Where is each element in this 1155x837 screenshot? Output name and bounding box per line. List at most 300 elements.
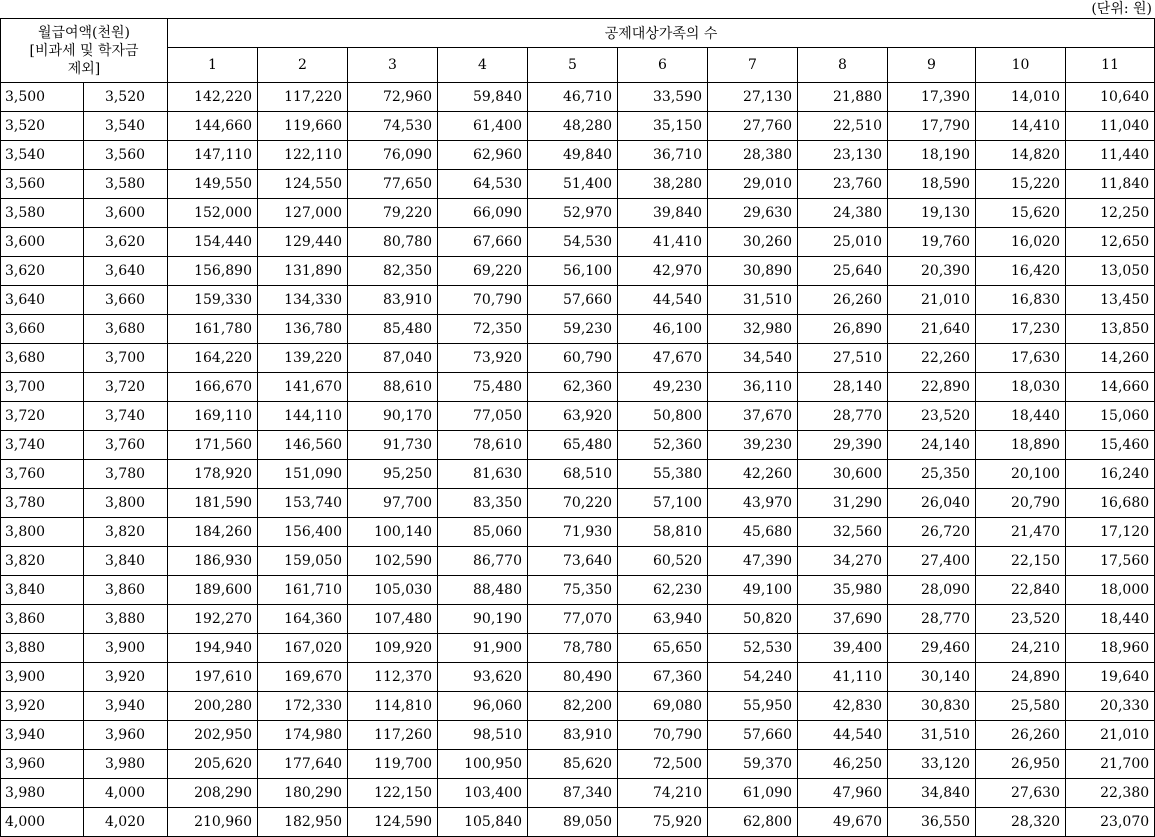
tax-amount-cell: 26,890 bbox=[798, 315, 888, 344]
tax-amount-cell: 13,850 bbox=[1066, 315, 1155, 344]
tax-amount-cell: 54,240 bbox=[708, 663, 798, 692]
tax-amount-cell: 20,100 bbox=[976, 460, 1066, 489]
tax-amount-cell: 95,250 bbox=[348, 460, 438, 489]
tax-amount-cell: 177,640 bbox=[258, 750, 348, 779]
tax-amount-cell: 52,970 bbox=[528, 199, 618, 228]
tax-amount-cell: 72,960 bbox=[348, 83, 438, 112]
tax-amount-cell: 76,090 bbox=[348, 141, 438, 170]
salary-to-cell: 3,660 bbox=[84, 286, 168, 315]
tax-amount-cell: 34,840 bbox=[888, 779, 976, 808]
table-row bbox=[1, 315, 1155, 344]
tax-amount-cell: 146,560 bbox=[258, 431, 348, 460]
tax-amount-cell: 21,640 bbox=[888, 315, 976, 344]
tax-amount-cell: 27,630 bbox=[976, 779, 1066, 808]
table-row bbox=[1, 373, 1155, 402]
tax-amount-cell: 172,330 bbox=[258, 692, 348, 721]
tax-amount-cell: 161,710 bbox=[258, 576, 348, 605]
tax-amount-cell: 144,660 bbox=[168, 112, 258, 141]
tax-amount-cell: 38,280 bbox=[618, 170, 708, 199]
tax-amount-cell: 37,690 bbox=[798, 605, 888, 634]
tax-amount-cell: 17,790 bbox=[888, 112, 976, 141]
tax-amount-cell: 27,510 bbox=[798, 344, 888, 373]
family-count-6: 6 bbox=[618, 48, 708, 83]
tax-amount-cell: 25,010 bbox=[798, 228, 888, 257]
tax-amount-cell: 55,950 bbox=[708, 692, 798, 721]
salary-from-cell: 3,640 bbox=[1, 286, 84, 315]
salary-to-cell: 3,560 bbox=[84, 141, 168, 170]
tax-amount-cell: 31,510 bbox=[888, 721, 976, 750]
tax-amount-cell: 22,890 bbox=[888, 373, 976, 402]
salary-from-cell: 3,880 bbox=[1, 634, 84, 663]
salary-from-cell: 3,840 bbox=[1, 576, 84, 605]
withholding-tax-table bbox=[0, 18, 1155, 837]
tax-amount-cell: 97,700 bbox=[348, 489, 438, 518]
table-row bbox=[1, 808, 1155, 837]
tax-amount-cell: 25,640 bbox=[798, 257, 888, 286]
tax-amount-cell: 18,590 bbox=[888, 170, 976, 199]
tax-amount-cell: 29,630 bbox=[708, 199, 798, 228]
tax-amount-cell: 139,220 bbox=[258, 344, 348, 373]
tax-amount-cell: 22,150 bbox=[976, 547, 1066, 576]
tax-amount-cell: 27,760 bbox=[708, 112, 798, 141]
table-row bbox=[1, 199, 1155, 228]
tax-amount-cell: 98,510 bbox=[438, 721, 528, 750]
tax-amount-cell: 109,920 bbox=[348, 634, 438, 663]
tax-amount-cell: 85,060 bbox=[438, 518, 528, 547]
tax-amount-cell: 35,150 bbox=[618, 112, 708, 141]
tax-amount-cell: 27,400 bbox=[888, 547, 976, 576]
family-count-7: 7 bbox=[708, 48, 798, 83]
tax-amount-cell: 164,360 bbox=[258, 605, 348, 634]
tax-amount-cell: 10,640 bbox=[1066, 83, 1155, 112]
tax-amount-cell: 83,350 bbox=[438, 489, 528, 518]
tax-amount-cell: 23,520 bbox=[888, 402, 976, 431]
salary-to-cell: 3,940 bbox=[84, 692, 168, 721]
tax-amount-cell: 122,110 bbox=[258, 141, 348, 170]
tax-amount-cell: 13,050 bbox=[1066, 257, 1155, 286]
tax-amount-cell: 151,090 bbox=[258, 460, 348, 489]
tax-amount-cell: 30,260 bbox=[708, 228, 798, 257]
tax-amount-cell: 30,140 bbox=[888, 663, 976, 692]
tax-amount-cell: 68,510 bbox=[528, 460, 618, 489]
tax-amount-cell: 35,980 bbox=[798, 576, 888, 605]
tax-amount-cell: 180,290 bbox=[258, 779, 348, 808]
table-row bbox=[1, 692, 1155, 721]
tax-amount-cell: 127,000 bbox=[258, 199, 348, 228]
unit-label: (단위: 원) bbox=[1091, 1, 1152, 17]
tax-amount-cell: 50,820 bbox=[708, 605, 798, 634]
tax-amount-cell: 22,510 bbox=[798, 112, 888, 141]
tax-amount-cell: 74,210 bbox=[618, 779, 708, 808]
tax-amount-cell: 21,880 bbox=[798, 83, 888, 112]
tax-amount-cell: 36,110 bbox=[708, 373, 798, 402]
table-row bbox=[1, 83, 1155, 112]
tax-amount-cell: 70,790 bbox=[438, 286, 528, 315]
tax-amount-cell: 17,230 bbox=[976, 315, 1066, 344]
tax-amount-cell: 67,360 bbox=[618, 663, 708, 692]
tax-amount-cell: 89,050 bbox=[528, 808, 618, 837]
salary-from-cell: 3,660 bbox=[1, 315, 84, 344]
tax-amount-cell: 72,350 bbox=[438, 315, 528, 344]
table-header bbox=[1, 19, 1155, 83]
tax-amount-cell: 47,670 bbox=[618, 344, 708, 373]
tax-amount-cell: 39,840 bbox=[618, 199, 708, 228]
tax-amount-cell: 72,500 bbox=[618, 750, 708, 779]
tax-amount-cell: 62,960 bbox=[438, 141, 528, 170]
salary-from-cell: 3,700 bbox=[1, 373, 84, 402]
table-row bbox=[1, 779, 1155, 808]
tax-amount-cell: 36,710 bbox=[618, 141, 708, 170]
salary-header-line: 월급여액(천원) bbox=[37, 24, 131, 41]
tax-amount-cell: 112,370 bbox=[348, 663, 438, 692]
tax-amount-cell: 49,670 bbox=[798, 808, 888, 837]
table-row bbox=[1, 634, 1155, 663]
tax-amount-cell: 88,610 bbox=[348, 373, 438, 402]
tax-amount-cell: 15,220 bbox=[976, 170, 1066, 199]
table-row bbox=[1, 170, 1155, 199]
tax-amount-cell: 47,960 bbox=[798, 779, 888, 808]
tax-amount-cell: 77,650 bbox=[348, 170, 438, 199]
tax-amount-cell: 11,440 bbox=[1066, 141, 1155, 170]
tax-amount-cell: 186,930 bbox=[168, 547, 258, 576]
tax-amount-cell: 30,600 bbox=[798, 460, 888, 489]
tax-amount-cell: 48,280 bbox=[528, 112, 618, 141]
family-count-5: 5 bbox=[528, 48, 618, 83]
family-count-1: 1 bbox=[168, 48, 258, 83]
tax-amount-cell: 152,000 bbox=[168, 199, 258, 228]
tax-amount-cell: 23,520 bbox=[976, 605, 1066, 634]
tax-amount-cell: 80,490 bbox=[528, 663, 618, 692]
tax-amount-cell: 82,350 bbox=[348, 257, 438, 286]
tax-amount-cell: 56,100 bbox=[528, 257, 618, 286]
tax-amount-cell: 24,140 bbox=[888, 431, 976, 460]
salary-from-cell: 3,580 bbox=[1, 199, 84, 228]
salary-from-cell: 3,560 bbox=[1, 170, 84, 199]
tax-amount-cell: 22,840 bbox=[976, 576, 1066, 605]
tax-amount-cell: 161,780 bbox=[168, 315, 258, 344]
tax-amount-cell: 25,580 bbox=[976, 692, 1066, 721]
tax-amount-cell: 18,440 bbox=[976, 402, 1066, 431]
tax-amount-cell: 49,840 bbox=[528, 141, 618, 170]
salary-to-cell: 3,680 bbox=[84, 315, 168, 344]
tax-amount-cell: 28,090 bbox=[888, 576, 976, 605]
salary-from-cell: 3,900 bbox=[1, 663, 84, 692]
tax-amount-cell: 28,770 bbox=[888, 605, 976, 634]
table-row bbox=[1, 663, 1155, 692]
table-row bbox=[1, 286, 1155, 315]
tax-amount-cell: 23,760 bbox=[798, 170, 888, 199]
tax-amount-cell: 181,590 bbox=[168, 489, 258, 518]
tax-amount-cell: 65,650 bbox=[618, 634, 708, 663]
salary-header-line: [비과세 및 학자금 bbox=[29, 42, 139, 59]
tax-amount-cell: 43,970 bbox=[708, 489, 798, 518]
tax-amount-cell: 189,600 bbox=[168, 576, 258, 605]
table-row bbox=[1, 402, 1155, 431]
salary-from-cell: 3,760 bbox=[1, 460, 84, 489]
tax-amount-cell: 16,830 bbox=[976, 286, 1066, 315]
tax-amount-cell: 45,680 bbox=[708, 518, 798, 547]
tax-amount-cell: 39,400 bbox=[798, 634, 888, 663]
tax-amount-cell: 74,530 bbox=[348, 112, 438, 141]
tax-amount-cell: 46,100 bbox=[618, 315, 708, 344]
tax-amount-cell: 18,960 bbox=[1066, 634, 1155, 663]
salary-from-cell: 3,780 bbox=[1, 489, 84, 518]
tax-amount-cell: 57,660 bbox=[708, 721, 798, 750]
tax-amount-cell: 63,940 bbox=[618, 605, 708, 634]
tax-amount-cell: 19,760 bbox=[888, 228, 976, 257]
tax-amount-cell: 70,220 bbox=[528, 489, 618, 518]
salary-to-cell: 4,000 bbox=[84, 779, 168, 808]
tax-amount-cell: 44,540 bbox=[798, 721, 888, 750]
tax-amount-cell: 88,480 bbox=[438, 576, 528, 605]
tax-amount-cell: 122,150 bbox=[348, 779, 438, 808]
tax-amount-cell: 105,030 bbox=[348, 576, 438, 605]
tax-amount-cell: 12,650 bbox=[1066, 228, 1155, 257]
tax-amount-cell: 21,470 bbox=[976, 518, 1066, 547]
salary-from-cell: 3,540 bbox=[1, 141, 84, 170]
salary-from-cell: 3,800 bbox=[1, 518, 84, 547]
salary-to-cell: 3,740 bbox=[84, 402, 168, 431]
tax-amount-cell: 24,210 bbox=[976, 634, 1066, 663]
tax-amount-cell: 90,170 bbox=[348, 402, 438, 431]
tax-amount-cell: 182,950 bbox=[258, 808, 348, 837]
tax-amount-cell: 44,540 bbox=[618, 286, 708, 315]
tax-amount-cell: 11,040 bbox=[1066, 112, 1155, 141]
tax-amount-cell: 85,480 bbox=[348, 315, 438, 344]
tax-amount-cell: 90,190 bbox=[438, 605, 528, 634]
salary-from-cell: 3,720 bbox=[1, 402, 84, 431]
tax-amount-cell: 129,440 bbox=[258, 228, 348, 257]
tax-amount-cell: 124,550 bbox=[258, 170, 348, 199]
table-body bbox=[1, 83, 1155, 837]
tax-amount-cell: 34,540 bbox=[708, 344, 798, 373]
salary-from-cell: 3,620 bbox=[1, 257, 84, 286]
tax-amount-cell: 75,480 bbox=[438, 373, 528, 402]
tax-amount-cell: 28,770 bbox=[798, 402, 888, 431]
tax-amount-cell: 42,970 bbox=[618, 257, 708, 286]
tax-amount-cell: 32,980 bbox=[708, 315, 798, 344]
tax-amount-cell: 57,100 bbox=[618, 489, 708, 518]
tax-amount-cell: 37,670 bbox=[708, 402, 798, 431]
tax-amount-cell: 16,680 bbox=[1066, 489, 1155, 518]
tax-amount-cell: 13,450 bbox=[1066, 286, 1155, 315]
tax-amount-cell: 62,800 bbox=[708, 808, 798, 837]
tax-amount-cell: 78,610 bbox=[438, 431, 528, 460]
salary-to-cell: 3,920 bbox=[84, 663, 168, 692]
salary-from-cell: 3,940 bbox=[1, 721, 84, 750]
tax-amount-cell: 83,910 bbox=[348, 286, 438, 315]
tax-amount-cell: 91,900 bbox=[438, 634, 528, 663]
tax-amount-cell: 31,290 bbox=[798, 489, 888, 518]
tax-amount-cell: 73,920 bbox=[438, 344, 528, 373]
table-row bbox=[1, 257, 1155, 286]
tax-amount-cell: 117,220 bbox=[258, 83, 348, 112]
tax-amount-cell: 17,120 bbox=[1066, 518, 1155, 547]
tax-amount-cell: 167,020 bbox=[258, 634, 348, 663]
tax-amount-cell: 64,530 bbox=[438, 170, 528, 199]
family-count-11: 11 bbox=[1066, 48, 1155, 83]
tax-amount-cell: 14,410 bbox=[976, 112, 1066, 141]
tax-amount-cell: 26,260 bbox=[798, 286, 888, 315]
tax-amount-cell: 210,960 bbox=[168, 808, 258, 837]
family-count-8: 8 bbox=[798, 48, 888, 83]
tax-amount-cell: 61,090 bbox=[708, 779, 798, 808]
salary-to-cell: 3,700 bbox=[84, 344, 168, 373]
salary-header-line: 제외] bbox=[67, 60, 101, 77]
tax-amount-cell: 141,670 bbox=[258, 373, 348, 402]
tax-amount-cell: 32,560 bbox=[798, 518, 888, 547]
tax-amount-cell: 69,220 bbox=[438, 257, 528, 286]
salary-to-cell: 3,820 bbox=[84, 518, 168, 547]
tax-amount-cell: 58,810 bbox=[618, 518, 708, 547]
tax-amount-cell: 77,050 bbox=[438, 402, 528, 431]
tax-amount-cell: 11,840 bbox=[1066, 170, 1155, 199]
salary-to-cell: 3,760 bbox=[84, 431, 168, 460]
family-count-9: 9 bbox=[888, 48, 976, 83]
table-row bbox=[1, 344, 1155, 373]
tax-amount-cell: 59,230 bbox=[528, 315, 618, 344]
table-row bbox=[1, 112, 1155, 141]
tax-amount-cell: 156,890 bbox=[168, 257, 258, 286]
tax-amount-cell: 17,630 bbox=[976, 344, 1066, 373]
tax-amount-cell: 197,610 bbox=[168, 663, 258, 692]
tax-amount-cell: 52,530 bbox=[708, 634, 798, 663]
salary-to-cell: 3,720 bbox=[84, 373, 168, 402]
tax-amount-cell: 33,120 bbox=[888, 750, 976, 779]
salary-from-cell: 3,820 bbox=[1, 547, 84, 576]
family-count-header: 공제대상가족의 수 bbox=[168, 19, 1155, 48]
tax-amount-cell: 23,070 bbox=[1066, 808, 1155, 837]
tax-amount-cell: 171,560 bbox=[168, 431, 258, 460]
tax-amount-cell: 28,380 bbox=[708, 141, 798, 170]
family-count-row bbox=[1, 48, 1155, 83]
tax-amount-cell: 147,110 bbox=[168, 141, 258, 170]
tax-amount-cell: 54,530 bbox=[528, 228, 618, 257]
tax-amount-cell: 169,670 bbox=[258, 663, 348, 692]
tax-amount-cell: 62,360 bbox=[528, 373, 618, 402]
tax-amount-cell: 103,400 bbox=[438, 779, 528, 808]
tax-amount-cell: 60,520 bbox=[618, 547, 708, 576]
tax-amount-cell: 169,110 bbox=[168, 402, 258, 431]
tax-amount-cell: 70,790 bbox=[618, 721, 708, 750]
tax-amount-cell: 20,790 bbox=[976, 489, 1066, 518]
tax-amount-cell: 26,040 bbox=[888, 489, 976, 518]
tax-amount-cell: 166,670 bbox=[168, 373, 258, 402]
salary-to-cell: 3,980 bbox=[84, 750, 168, 779]
tax-amount-cell: 93,620 bbox=[438, 663, 528, 692]
family-count-10: 10 bbox=[976, 48, 1066, 83]
salary-to-cell: 3,640 bbox=[84, 257, 168, 286]
tax-amount-cell: 87,040 bbox=[348, 344, 438, 373]
salary-from-cell: 3,740 bbox=[1, 431, 84, 460]
tax-amount-cell: 28,320 bbox=[976, 808, 1066, 837]
tax-amount-cell: 12,250 bbox=[1066, 199, 1155, 228]
salary-to-cell: 3,600 bbox=[84, 199, 168, 228]
tax-amount-cell: 24,380 bbox=[798, 199, 888, 228]
tax-amount-cell: 17,560 bbox=[1066, 547, 1155, 576]
table-row bbox=[1, 141, 1155, 170]
tax-amount-cell: 33,590 bbox=[618, 83, 708, 112]
table-row bbox=[1, 518, 1155, 547]
tax-amount-cell: 20,330 bbox=[1066, 692, 1155, 721]
tax-amount-cell: 154,440 bbox=[168, 228, 258, 257]
tax-amount-cell: 14,820 bbox=[976, 141, 1066, 170]
salary-to-cell: 3,580 bbox=[84, 170, 168, 199]
tax-amount-cell: 18,440 bbox=[1066, 605, 1155, 634]
tax-amount-cell: 21,010 bbox=[1066, 721, 1155, 750]
tax-amount-cell: 51,400 bbox=[528, 170, 618, 199]
tax-amount-cell: 192,270 bbox=[168, 605, 258, 634]
tax-amount-cell: 27,130 bbox=[708, 83, 798, 112]
tax-amount-cell: 61,400 bbox=[438, 112, 528, 141]
tax-amount-cell: 153,740 bbox=[258, 489, 348, 518]
tax-amount-cell: 194,940 bbox=[168, 634, 258, 663]
tax-amount-cell: 49,100 bbox=[708, 576, 798, 605]
table-row bbox=[1, 721, 1155, 750]
tax-amount-cell: 16,240 bbox=[1066, 460, 1155, 489]
table-row bbox=[1, 547, 1155, 576]
tax-amount-cell: 149,550 bbox=[168, 170, 258, 199]
tax-amount-cell: 49,230 bbox=[618, 373, 708, 402]
tax-amount-cell: 77,070 bbox=[528, 605, 618, 634]
salary-range-header bbox=[1, 19, 168, 83]
tax-amount-cell: 26,260 bbox=[976, 721, 1066, 750]
tax-amount-cell: 102,590 bbox=[348, 547, 438, 576]
salary-from-cell: 3,920 bbox=[1, 692, 84, 721]
tax-amount-cell: 47,390 bbox=[708, 547, 798, 576]
tax-amount-cell: 159,330 bbox=[168, 286, 258, 315]
tax-amount-cell: 73,640 bbox=[528, 547, 618, 576]
tax-amount-cell: 96,060 bbox=[438, 692, 528, 721]
table-row bbox=[1, 489, 1155, 518]
tax-amount-cell: 66,090 bbox=[438, 199, 528, 228]
tax-amount-cell: 23,130 bbox=[798, 141, 888, 170]
tax-amount-cell: 18,190 bbox=[888, 141, 976, 170]
salary-to-cell: 3,840 bbox=[84, 547, 168, 576]
tax-amount-cell: 50,800 bbox=[618, 402, 708, 431]
tax-amount-cell: 65,480 bbox=[528, 431, 618, 460]
tax-amount-cell: 16,420 bbox=[976, 257, 1066, 286]
salary-from-cell: 3,680 bbox=[1, 344, 84, 373]
tax-amount-cell: 119,660 bbox=[258, 112, 348, 141]
tax-amount-cell: 159,050 bbox=[258, 547, 348, 576]
tax-amount-cell: 82,200 bbox=[528, 692, 618, 721]
tax-amount-cell: 55,380 bbox=[618, 460, 708, 489]
tax-amount-cell: 114,810 bbox=[348, 692, 438, 721]
tax-amount-cell: 59,840 bbox=[438, 83, 528, 112]
tax-amount-cell: 100,140 bbox=[348, 518, 438, 547]
tax-amount-cell: 208,290 bbox=[168, 779, 258, 808]
tax-amount-cell: 46,250 bbox=[798, 750, 888, 779]
salary-to-cell: 3,860 bbox=[84, 576, 168, 605]
table-row bbox=[1, 605, 1155, 634]
tax-amount-cell: 15,620 bbox=[976, 199, 1066, 228]
tax-amount-cell: 24,890 bbox=[976, 663, 1066, 692]
tax-amount-cell: 81,630 bbox=[438, 460, 528, 489]
tax-amount-cell: 18,890 bbox=[976, 431, 1066, 460]
tax-amount-cell: 59,370 bbox=[708, 750, 798, 779]
salary-to-cell: 3,880 bbox=[84, 605, 168, 634]
tax-amount-cell: 30,890 bbox=[708, 257, 798, 286]
tax-amount-cell: 117,260 bbox=[348, 721, 438, 750]
salary-from-cell: 3,600 bbox=[1, 228, 84, 257]
tax-amount-cell: 69,080 bbox=[618, 692, 708, 721]
tax-amount-cell: 25,350 bbox=[888, 460, 976, 489]
table-row bbox=[1, 228, 1155, 257]
tax-amount-cell: 42,830 bbox=[798, 692, 888, 721]
tax-amount-cell: 131,890 bbox=[258, 257, 348, 286]
salary-from-cell: 3,860 bbox=[1, 605, 84, 634]
